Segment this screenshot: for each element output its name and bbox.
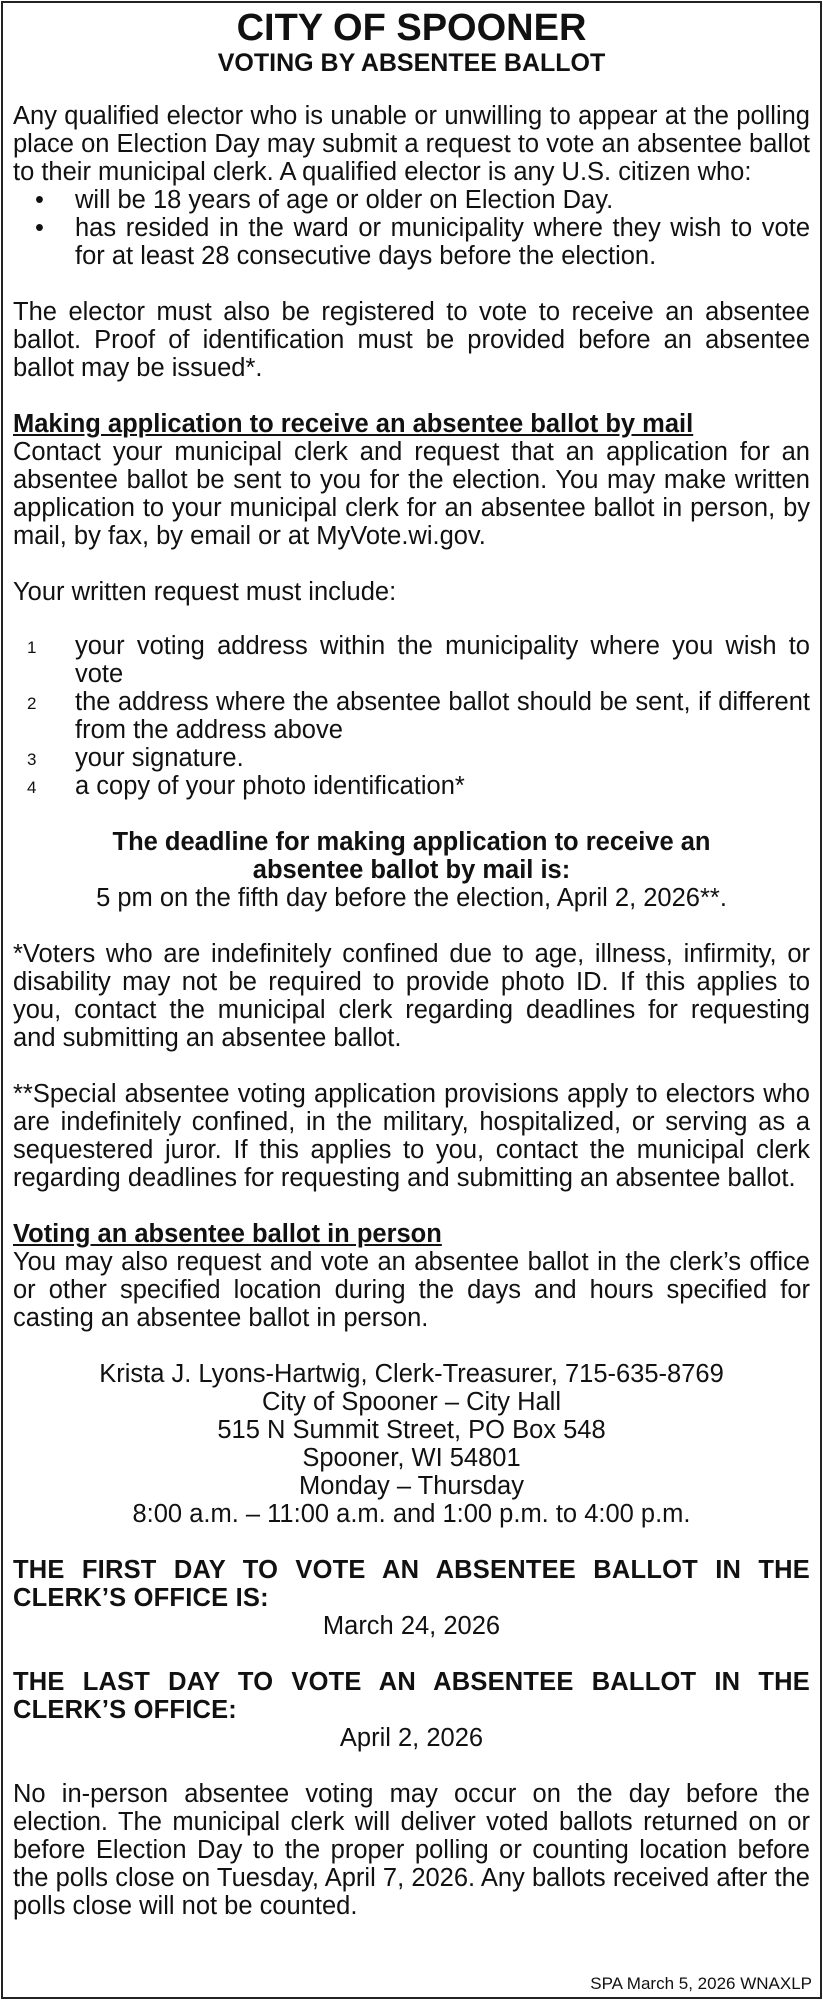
list-item-number: 3 [27, 750, 37, 769]
street-address: 515 N Summit Street, PO Box 548 [217, 1416, 606, 1444]
office-name: City of Spooner – City Hall [261, 1388, 562, 1416]
list-item-text: your voting address within the municipality where you wish to vote [75, 632, 810, 688]
office-days: Monday – Thursday [299, 1472, 524, 1500]
registration-paragraph: The elector must also be registered to vote to receive an absentee ballot. Proof of identification must be provided before an absentee ballot may be issued*. [13, 298, 810, 382]
list-item [13, 186, 810, 214]
legal-notice [1, 1, 822, 1999]
clerk-contact-block [13, 1360, 810, 1528]
list-item-number: 1 [27, 638, 37, 657]
deadline-value: 5 pm on the fifth day before the election, April 2, 2026**. [96, 884, 727, 912]
list-item [13, 688, 810, 744]
publication-line: SPA March 5, 2026 WNAXLP [590, 1974, 812, 1993]
deadline-heading-line1: The deadline for making application to receive an [112, 828, 711, 856]
notice-title: CITY OF SPOONER [236, 7, 587, 49]
list-item-text: the address where the absentee ballot should be sent, if different from the address above [75, 688, 810, 744]
first-day-value: March 24, 2026 [322, 1612, 501, 1640]
footnote-photo-id: *Voters who are indefinitely confined due to age, illness, infirmity, or disability may not be required to provide photo ID. If this applies to you, contact the municipal clerk regarding deadlines for requesting and submitting an absentee ballot. [13, 940, 810, 1052]
list-item-text: will be 18 years of age or older on Election Day. [75, 186, 614, 214]
requirements-list [13, 632, 810, 800]
eligibility-list [13, 186, 810, 270]
list-item [13, 744, 810, 772]
deadline-heading-line2: absentee ballot by mail is: [252, 856, 571, 884]
list-item-number: 2 [27, 694, 37, 713]
first-day-label: THE FIRST DAY TO VOTE AN ABSENTEE BALLOT IN THE CLERK’S OFFICE IS: [13, 1556, 810, 1612]
in-person-section-heading: Voting an absentee ballot in person [13, 1220, 442, 1248]
request-intro: Your written request must include: [13, 578, 397, 606]
mail-section-heading: Making application to receive an absentee ballot by mail [13, 410, 694, 438]
mail-section-body: Contact your municipal clerk and request that an application for an absentee ballot be sent to you for the election. You may make written application to your municipal clerk for an absentee ballot in person, by mail, by fax, by email or at MyVote.wi.gov. [13, 438, 810, 550]
bullet-icon: • [35, 186, 44, 214]
list-item-text: has resided in the ward or municipality where they wish to vote for at least 28 consecutive days before the election. [75, 214, 810, 270]
list-item [13, 214, 810, 270]
intro-paragraph: Any qualified elector who is unable or unwilling to appear at the polling place on Election Day may submit a request to vote an absentee ballot to their municipal clerk. A qualified elector is any U.S. citizen who: [13, 102, 810, 186]
notice-subtitle: VOTING BY ABSENTEE BALLOT [217, 49, 606, 77]
list-item [13, 632, 810, 688]
list-item-text: a copy of your photo identification* [75, 772, 465, 800]
last-day-label: THE LAST DAY TO VOTE AN ABSENTEE BALLOT IN THE CLERK’S OFFICE: [13, 1668, 810, 1724]
city-state-zip: Spooner, WI 54801 [302, 1444, 521, 1472]
list-item-text: your signature. [75, 744, 244, 772]
clerk-name-phone: Krista J. Lyons-Hartwig, Clerk-Treasurer, 715-635-8769 [99, 1360, 724, 1388]
office-hours: 8:00 a.m. – 11:00 a.m. and 1:00 p.m. to 4:00 p.m. [132, 1500, 691, 1528]
list-item [13, 772, 810, 800]
list-item-number: 4 [27, 778, 37, 797]
closing-paragraph: No in-person absentee voting may occur on the day before the election. The municipal clerk will deliver voted ballots returned on or before Election Day to the proper polling or counting location before the polls close on Tuesday, April 7, 2026. Any ballots received after the polls close will not be counted. [13, 1780, 810, 1920]
bullet-icon: • [35, 214, 44, 242]
footnote-special-provisions: **Special absentee voting application provisions apply to electors who are indefinitely confined, in the military, hospitalized, or serving as a sequestered juror. If this applies to you, contact the municipal clerk regarding deadlines for requesting and submitting an absentee ballot. [13, 1080, 810, 1192]
last-day-value: April 2, 2026 [339, 1724, 484, 1752]
in-person-section-body: You may also request and vote an absentee ballot in the clerk’s office or other specified location during the days and hours specified for casting an absentee ballot in person. [13, 1248, 810, 1332]
